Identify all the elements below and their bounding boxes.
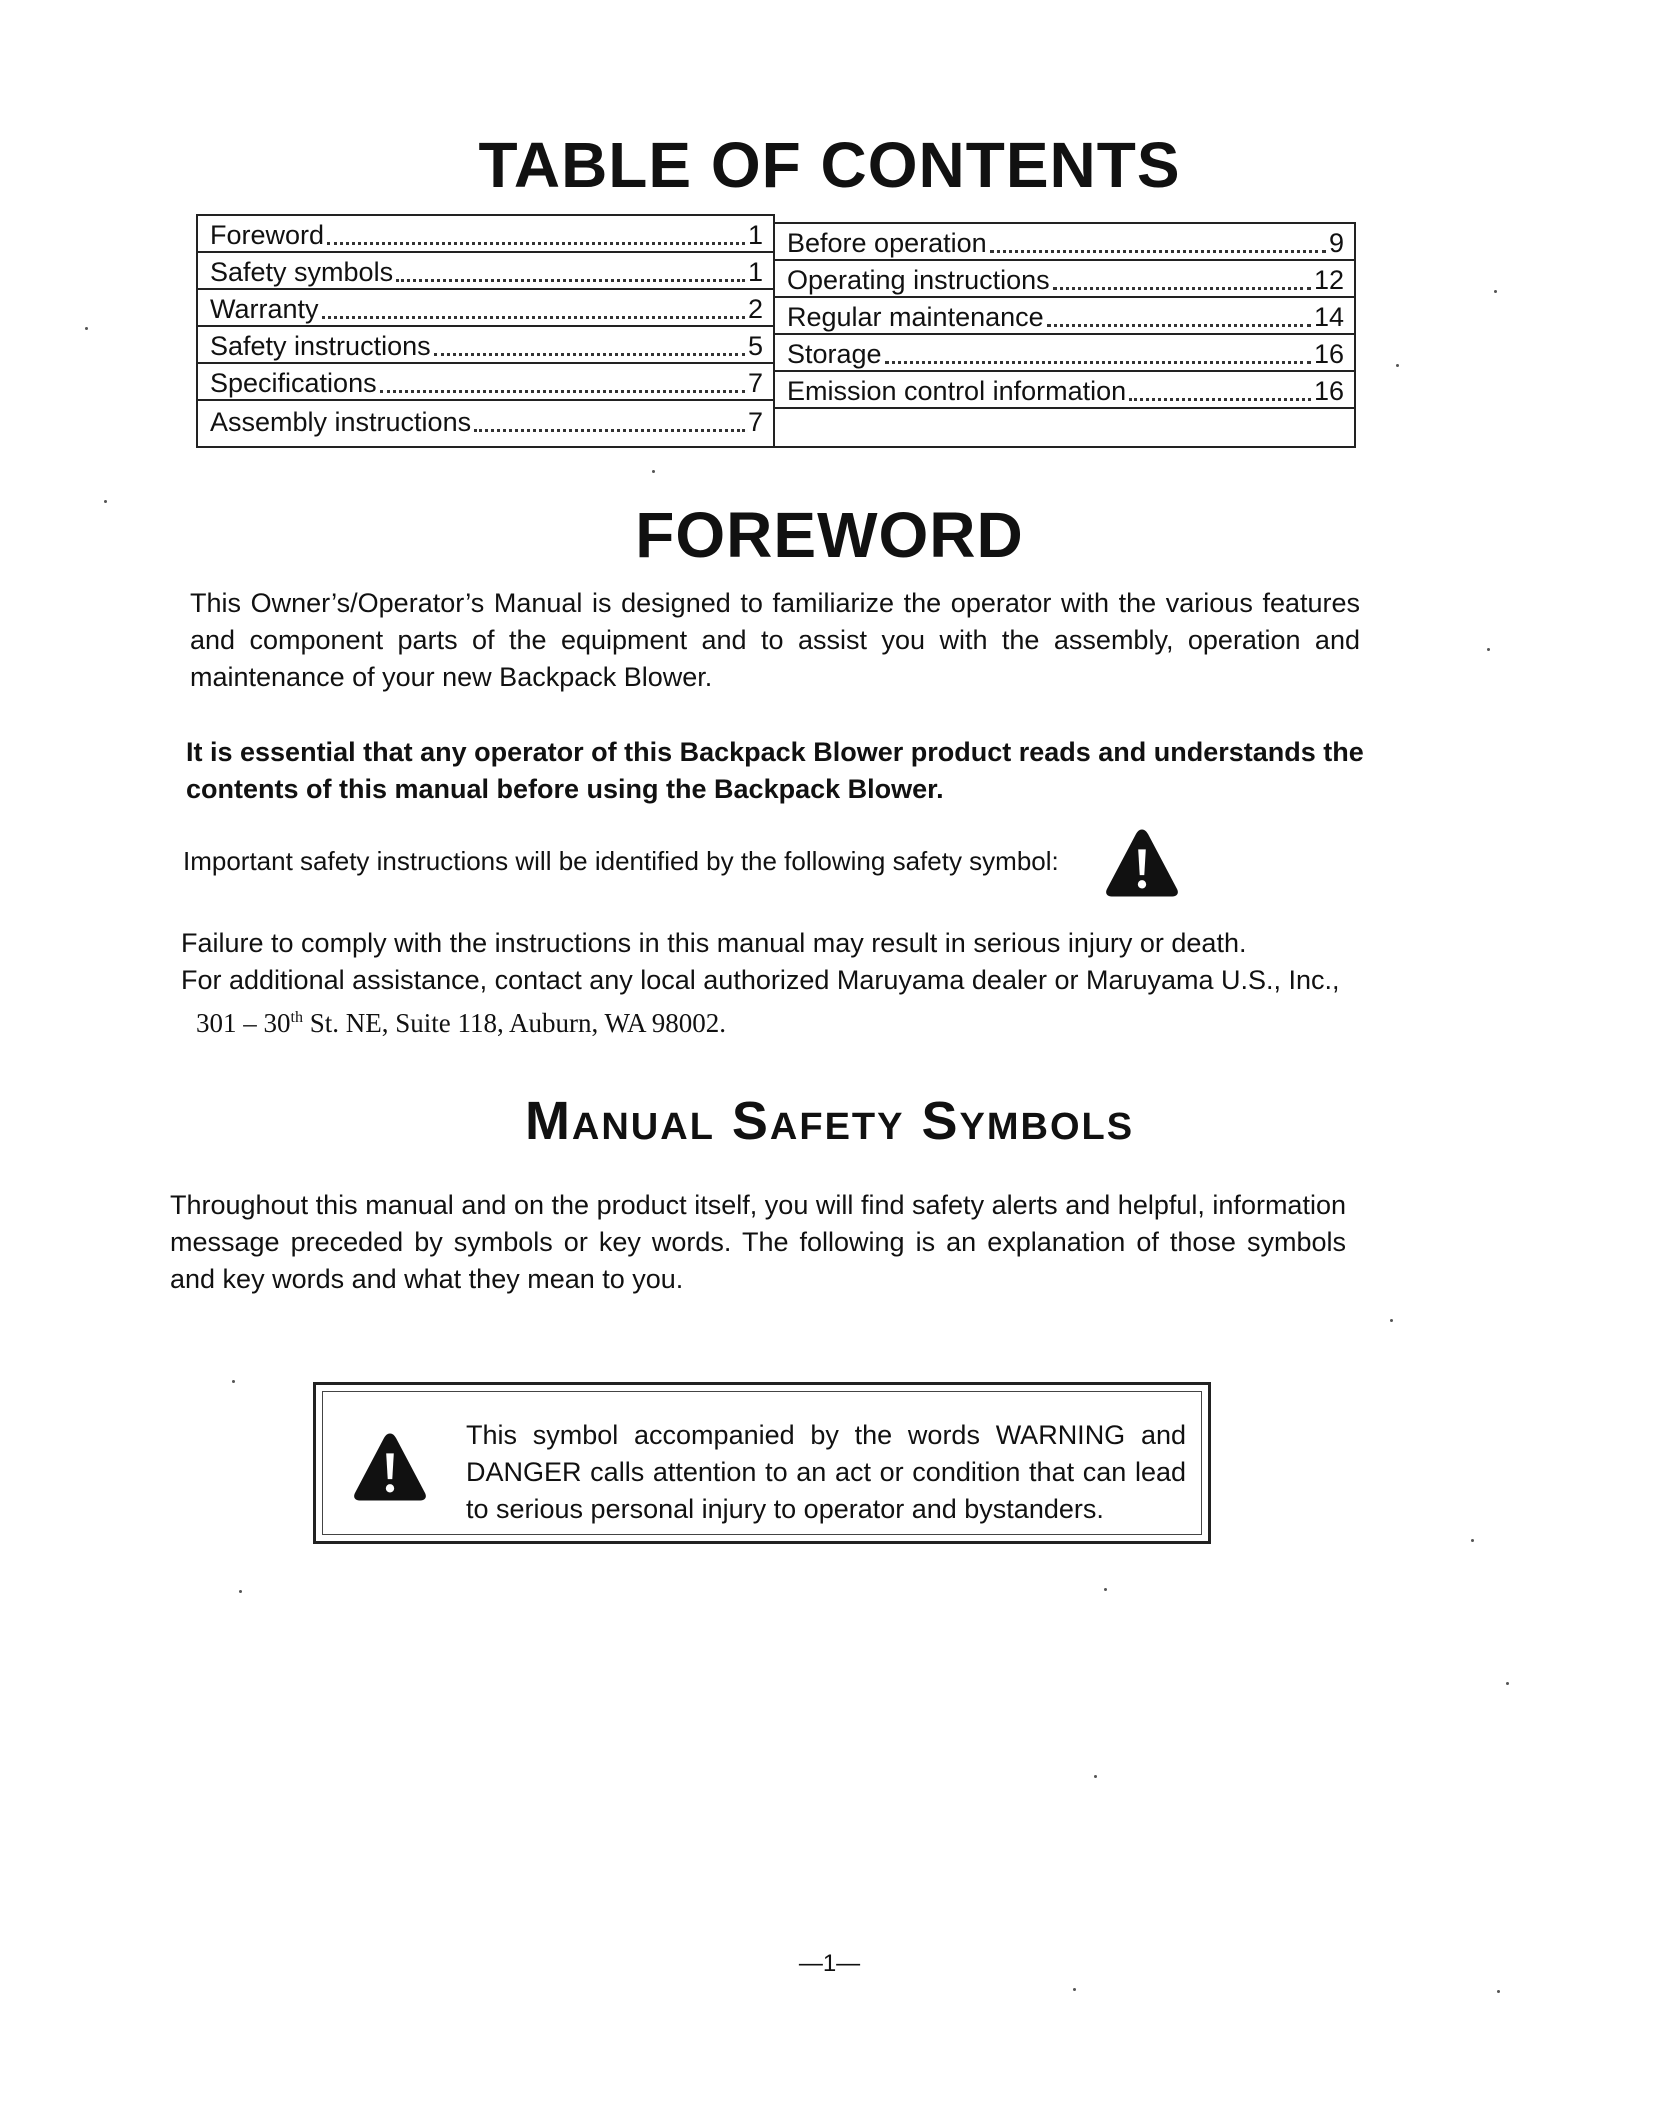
toc-entry <box>198 401 773 438</box>
toc-entry-label: Foreword <box>210 220 325 250</box>
toc-right-column <box>775 222 1356 448</box>
table-of-contents <box>196 214 1356 448</box>
address-rest: St. NE, Suite 118, Auburn, WA 98002. <box>302 1008 726 1038</box>
toc-entry <box>198 253 773 290</box>
toc-leader <box>434 341 745 356</box>
scan-speck <box>1487 648 1490 651</box>
toc-entry <box>775 335 1354 372</box>
foreword-paragraph: This Owner’s/Operator’s Manual is designed to familiarize the operator with the various features and component parts of the equipment and to assist you with the assembly, operation and maintenance of your new Backpack Blower. <box>190 588 1360 692</box>
toc-entry-page: 16 <box>1313 376 1344 406</box>
warning-box <box>313 1382 1211 1544</box>
warning-triangle-icon <box>1104 826 1180 900</box>
toc-entry-label: Safety symbols <box>210 257 394 287</box>
scan-speck <box>85 327 88 330</box>
toc-entry-page: 1 <box>747 257 763 287</box>
toc-title: TABLE OF CONTENTS <box>478 129 1181 201</box>
toc-entry-page: 1 <box>747 220 763 250</box>
scan-speck <box>1104 1588 1107 1591</box>
page-number: —1— <box>798 1950 861 1977</box>
address-ordinal: th <box>290 1009 303 1026</box>
scan-speck <box>1073 1988 1076 1991</box>
toc-entry-label: Safety instructions <box>210 331 431 361</box>
scan-speck <box>1094 1775 1097 1778</box>
toc-entry-page: 2 <box>747 294 763 324</box>
toc-entry-label: Regular maintenance <box>787 302 1044 332</box>
toc-entry <box>198 364 773 401</box>
toc-entry-page: 7 <box>747 407 763 437</box>
toc-entry-label: Assembly instructions <box>210 407 472 437</box>
address-start: 301 – 30 <box>196 1008 291 1038</box>
toc-entry <box>775 261 1354 298</box>
toc-entry <box>775 298 1354 335</box>
toc-leader <box>885 349 1311 364</box>
foreword-title: FOREWORD <box>635 499 1024 571</box>
toc-left-column <box>196 214 775 448</box>
scan-speck <box>232 1380 235 1383</box>
scan-speck <box>1390 1319 1393 1322</box>
scan-speck <box>1396 364 1399 367</box>
toc-entry <box>198 327 773 364</box>
injury-warning-line: Failure to comply with the instructions in this manual may result in serious injury or death. <box>181 928 1247 958</box>
toc-leader <box>1047 312 1311 327</box>
safety-symbol-notice: Important safety instructions will be identified by the following safety symbol: <box>183 846 1059 876</box>
scan-speck <box>239 1590 242 1593</box>
toc-entry-label: Warranty <box>210 294 319 324</box>
toc-entry-page: 5 <box>747 331 763 361</box>
scan-speck <box>1506 1682 1509 1685</box>
toc-entry-label: Before operation <box>787 228 987 258</box>
scan-speck <box>1471 1539 1474 1542</box>
warning-box-text: This symbol accompanied by the words WARNING and DANGER calls attention to an act or condition that can lead to serious personal injury to operator and bystanders. <box>466 1420 1186 1524</box>
manual-safety-symbols-title: Manual Safety Symbols <box>524 1091 1135 1151</box>
scan-speck <box>652 470 655 473</box>
scan-speck <box>104 500 107 503</box>
toc-entry <box>775 224 1354 261</box>
toc-leader <box>327 230 745 245</box>
warning-triangle-icon <box>352 1430 428 1504</box>
toc-entry-page: 7 <box>747 368 763 398</box>
toc-entry-label: Storage <box>787 339 882 369</box>
safety-symbols-paragraph: Throughout this manual and on the product itself, you will find safety alerts and helpful, information message preceded by symbols or key words. The following is an explanation of those symbols and key words and what they mean to you. <box>170 1190 1346 1294</box>
toc-entry-page: 12 <box>1313 265 1344 295</box>
toc-entry-label: Operating instructions <box>787 265 1050 295</box>
toc-leader <box>1053 275 1311 290</box>
toc-entry <box>775 372 1354 409</box>
toc-leader <box>1129 386 1311 401</box>
dealer-address <box>196 1000 726 1041</box>
toc-leader <box>322 304 745 319</box>
toc-entry-page: 9 <box>1328 228 1344 258</box>
scan-speck <box>1494 290 1497 293</box>
toc-leader <box>990 238 1326 253</box>
toc-leader <box>474 417 745 432</box>
foreword-bold-notice: It is essential that any operator of this Backpack Blower product reads and understands the contents of this manual before using the Backpack Blower. <box>186 737 1364 804</box>
toc-entry-label: Specifications <box>210 368 377 398</box>
assistance-line: For additional assistance, contact any local authorized Maruyama dealer or Maruyama U.S., Inc., <box>181 965 1340 995</box>
toc-entry-empty <box>775 409 1354 446</box>
toc-entry <box>198 216 773 253</box>
toc-entry-label: Emission control information <box>787 376 1127 406</box>
toc-entry-page: 16 <box>1313 339 1344 369</box>
toc-leader <box>380 378 745 393</box>
scan-speck <box>1497 1990 1500 1993</box>
toc-entry <box>198 290 773 327</box>
toc-leader <box>396 267 745 282</box>
toc-entry-page: 14 <box>1313 302 1344 332</box>
